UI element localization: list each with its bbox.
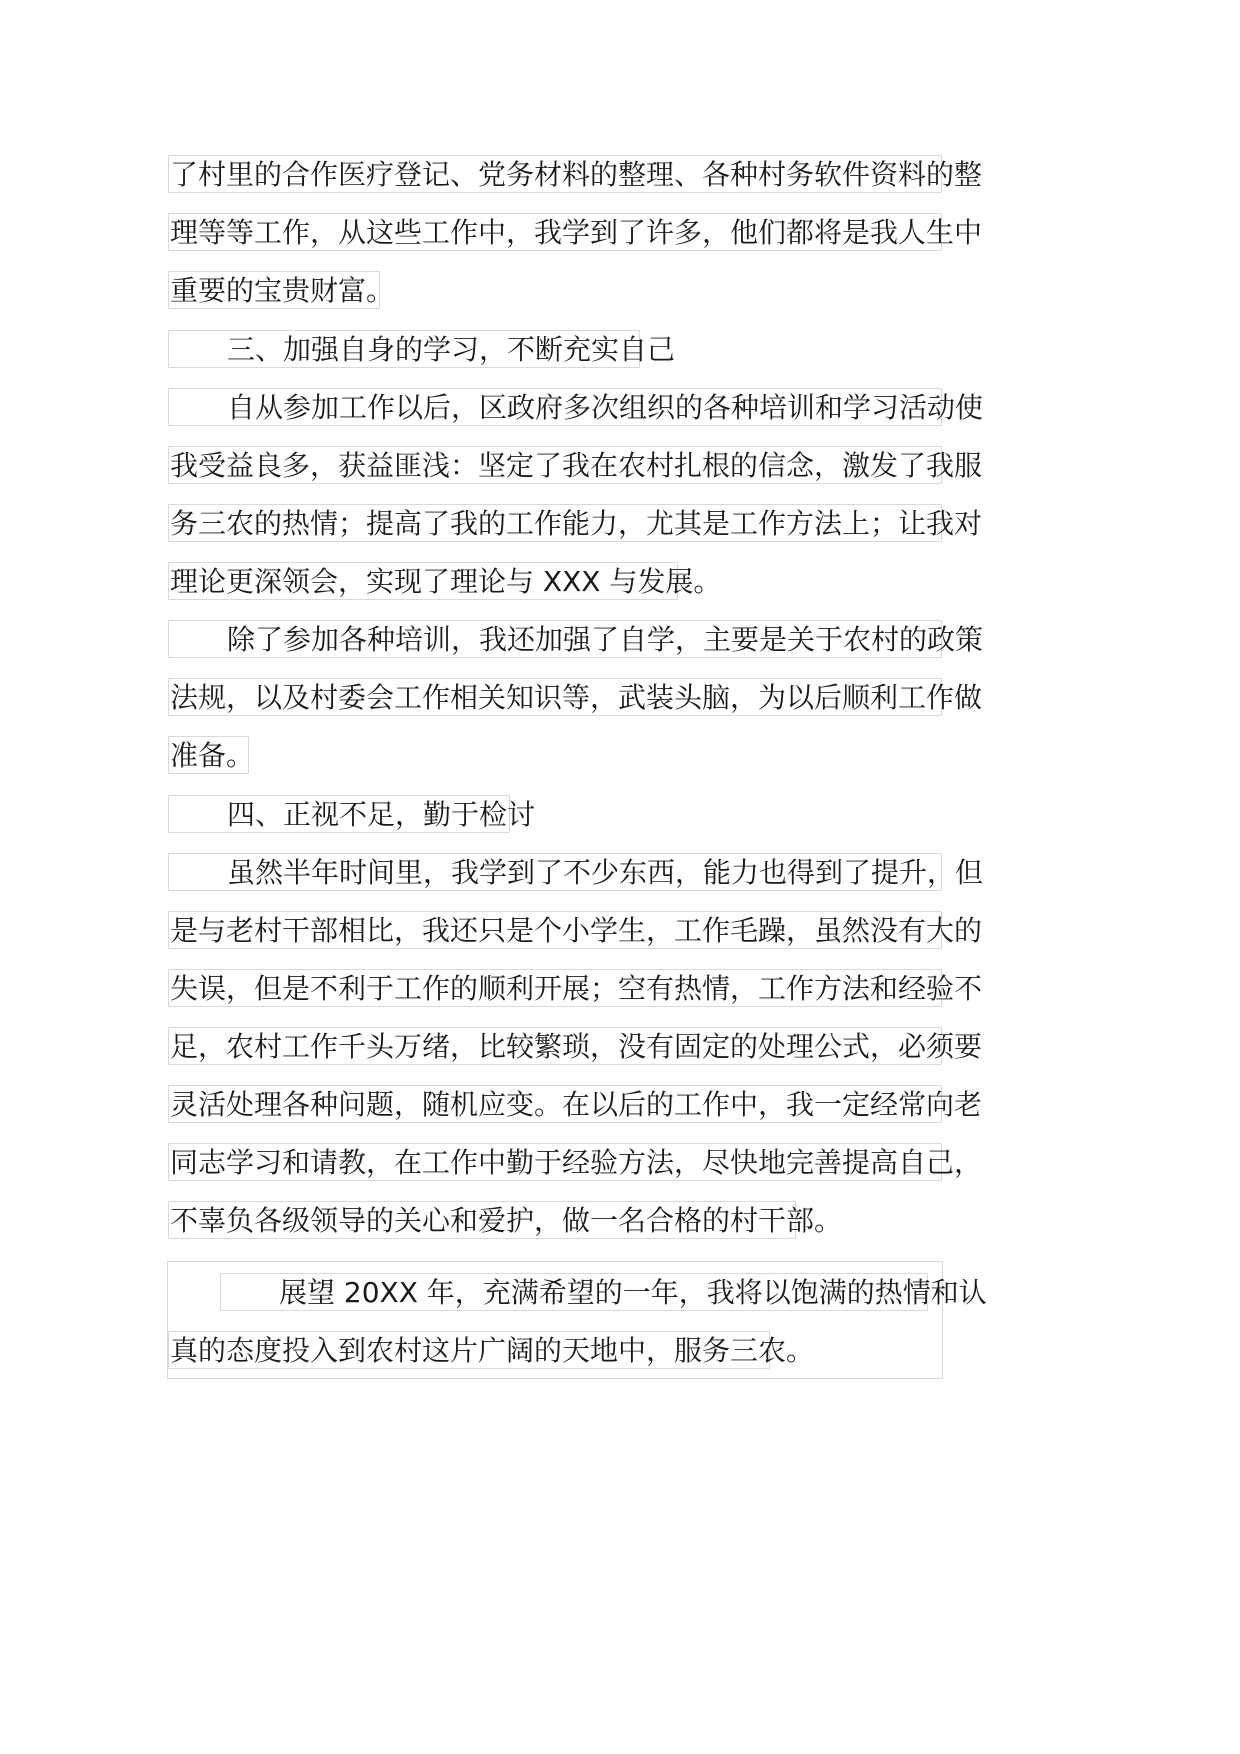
paragraph-line: 重要的宝贵财富。 — [168, 271, 380, 309]
paragraph-line: 我受益良多，获益匪浅：坚定了我在农村扎根的信念，激发了我服 — [168, 446, 942, 484]
paragraph-line: 不辜负各级领导的关心和爱护，做一名合格的村干部。 — [168, 1201, 796, 1239]
paragraph-line: 同志学习和请教，在工作中勤于经验方法，尽快地完善提高自己， — [168, 1143, 942, 1181]
paragraph-line: 理论更深领会，实现了理论与 XXX 与发展。 — [168, 562, 678, 600]
paragraph-line: 务三农的热情；提高了我的工作能力，尤其是工作方法上；让我对 — [168, 504, 942, 542]
paragraph-line: 灵活处理各种问题，随机应变。在以后的工作中，我一定经常向老 — [168, 1085, 942, 1123]
paragraph-line: 失误，但是不利于工作的顺利开展；空有热情，工作方法和经验不 — [168, 969, 942, 1007]
section-heading: 四、正视不足，勤于检讨 — [168, 795, 510, 833]
paragraph-line: 是与老村干部相比，我还只是个小学生，工作毛躁，虽然没有大的 — [168, 911, 942, 949]
paragraph-line: 准备。 — [168, 736, 249, 774]
paragraph-line: 展望 20XX 年，充满希望的一年，我将以饱满的热情和认 — [220, 1273, 928, 1311]
section-heading: 三、加强自身的学习，不断充实自己 — [168, 330, 640, 368]
paragraph-line: 自从参加工作以后，区政府多次组织的各种培训和学习活动使 — [168, 388, 942, 426]
paragraph-line: 法规，以及村委会工作相关知识等，武装头脑，为以后顺利工作做 — [168, 678, 942, 716]
paragraph-line: 足，农村工作千头万绪，比较繁琐，没有固定的处理公式，必须要 — [168, 1027, 942, 1065]
paragraph-line: 真的态度投入到农村这片广阔的天地中，服务三农。 — [168, 1331, 770, 1369]
paragraph-line: 理等等工作，从这些工作中，我学到了许多，他们都将是我人生中 — [168, 213, 942, 251]
paragraph-line: 虽然半年时间里，我学到了不少东西，能力也得到了提升，但 — [168, 853, 942, 891]
paragraph-line: 了村里的合作医疗登记、党务材料的整理、各种村务软件资料的整 — [168, 155, 942, 193]
paragraph-line: 除了参加各种培训，我还加强了自学，主要是关于农村的政策 — [168, 620, 942, 658]
